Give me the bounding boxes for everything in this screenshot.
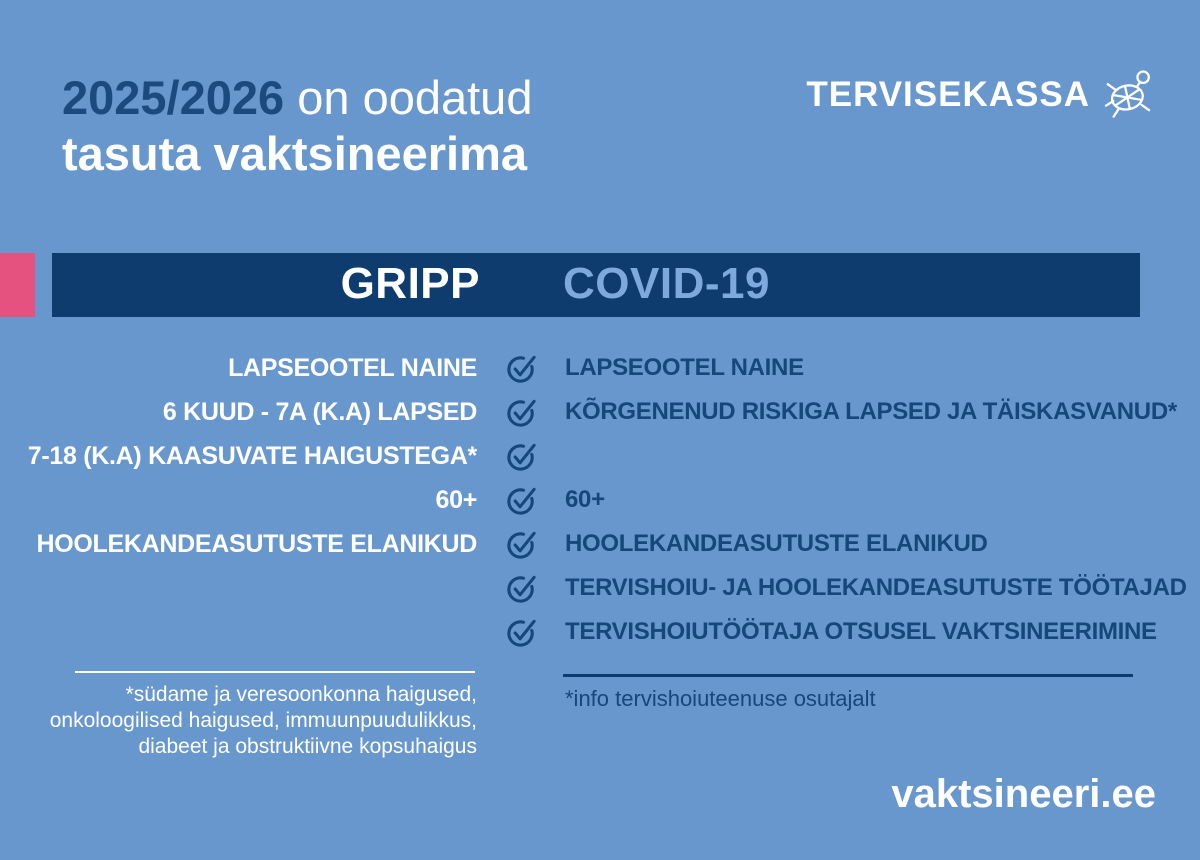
covid-footnote: *info tervishoiuteenuse osutajalt <box>565 686 876 711</box>
gripp-cell: LAPSEOOTEL NAINE <box>228 353 477 382</box>
table-row <box>0 610 1200 654</box>
covid-cell: HOOLEKANDEASUTUSTE ELANIKUD <box>565 530 988 557</box>
title-line2: tasuta vaktsineerima <box>62 127 528 180</box>
gripp-footnote <box>0 682 477 760</box>
accent-pink-block <box>0 253 35 317</box>
covid-cell: TERVISHOIU- JA HOOLEKANDEASUTUSTE TÖÖTAJAD <box>565 574 1187 601</box>
check-circle-icon <box>477 616 565 649</box>
column-header-covid: COVID-19 <box>563 259 770 308</box>
table-row <box>0 522 1200 566</box>
brand-logo <box>806 66 1162 124</box>
eligibility-table <box>0 346 1200 654</box>
check-circle-icon <box>477 352 565 385</box>
check-circle-icon <box>477 528 565 561</box>
gripp-footnote-line: *südame ja veresoonkonna haigused, <box>125 683 477 706</box>
covid-cell: LAPSEOOTEL NAINE <box>565 354 804 381</box>
gripp-footnote-divider <box>75 671 475 673</box>
gripp-footnote-line: diabeet ja obstruktiivne kopsuhaigus <box>138 735 477 758</box>
table-row <box>0 566 1200 610</box>
table-row <box>0 434 1200 478</box>
table-row <box>0 390 1200 434</box>
table-row <box>0 478 1200 522</box>
column-header-gripp: GRIPP <box>340 259 480 308</box>
table-header-bar <box>52 253 1140 317</box>
title-season: 2025/2026 <box>62 71 285 124</box>
gripp-footnote-line: onkoloogilised haigused, immuunpuudulikkus, <box>49 709 477 732</box>
gripp-cell: 60+ <box>435 485 477 514</box>
table-row <box>0 346 1200 390</box>
check-circle-icon <box>477 440 565 473</box>
title-line1 <box>62 70 532 126</box>
title-rest: on oodatud <box>284 71 533 124</box>
covid-cell: 60+ <box>565 486 605 513</box>
covid-cell: TERVISHOIUTÖÖTAJA OTSUSEL VAKTSINEERIMINE <box>565 618 1157 645</box>
gripp-cell: 7-18 (K.A) KAASUVATE HAIGUSTEGA* <box>27 441 477 470</box>
brand-name: TERVISEKASSA <box>806 75 1090 114</box>
page-title <box>62 70 532 182</box>
check-circle-icon <box>477 572 565 605</box>
check-circle-icon <box>477 396 565 429</box>
website-url: vaktsineeri.ee <box>891 772 1156 816</box>
gripp-cell: HOOLEKANDEASUTUSTE ELANIKUD <box>36 529 477 558</box>
covid-footnote-divider <box>563 674 1133 677</box>
gripp-cell: 6 KUUD - 7A (K.A) LAPSED <box>162 397 477 426</box>
check-circle-icon <box>477 484 565 517</box>
covid-cell: KÕRGENENUD RISKIGA LAPSED JA TÄISKASVANUD* <box>565 398 1177 425</box>
turtle-icon <box>1091 60 1168 130</box>
